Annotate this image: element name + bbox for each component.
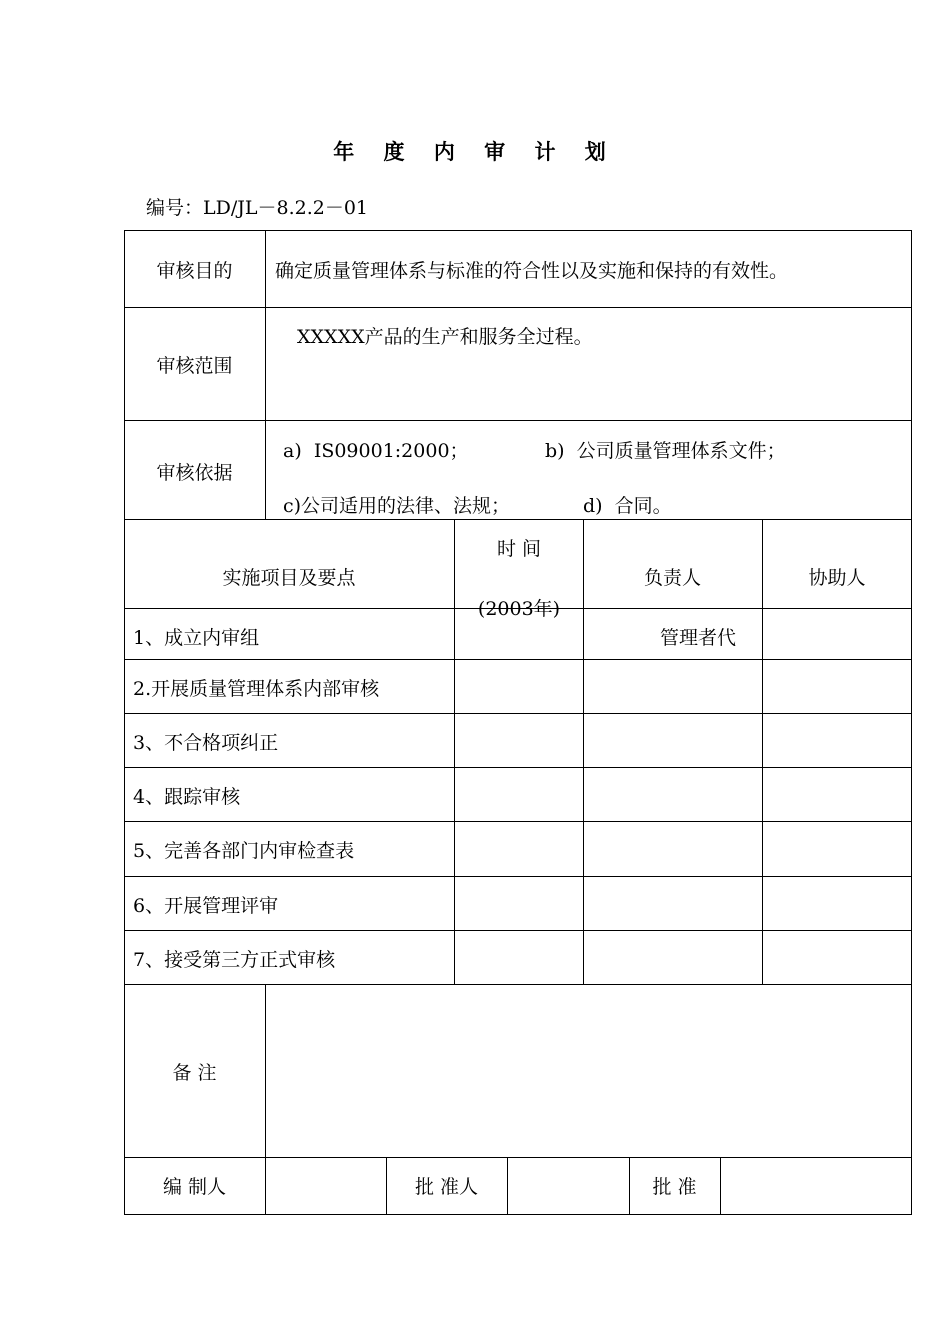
header-time-year: (2003年) bbox=[477, 598, 561, 620]
table-row-item: 6、开展管理评审 bbox=[133, 895, 279, 917]
basis-item-a: a) IS09001:2000； bbox=[283, 440, 469, 462]
table-row-item: 7、接受第三方正式审核 bbox=[133, 949, 336, 971]
page-title: 年 度 内 审 计 划 bbox=[333, 140, 617, 164]
scope-text: XXXXX产品的生产和服务全过程。 bbox=[297, 326, 593, 348]
document-number: 编号：LD/JL－8.2.2－01 bbox=[146, 197, 369, 219]
header-time-cell bbox=[455, 520, 583, 620]
remarks-label: 备 注 bbox=[172, 1062, 217, 1084]
table-row-item: 4、跟踪审核 bbox=[133, 786, 241, 808]
table-row-item: 2.开展质量管理体系内部审核 bbox=[133, 678, 380, 700]
header-owner: 负责人 bbox=[643, 567, 701, 589]
prepared-by-label: 编 制人 bbox=[162, 1176, 227, 1198]
basis-item-c: c)公司适用的法律、法规； bbox=[283, 495, 511, 517]
table-row-item: 5、完善各部门内审检查表 bbox=[133, 840, 355, 862]
table-row-owner: 管理者代 bbox=[660, 627, 737, 649]
table-row-item: 3、不合格项纠正 bbox=[133, 732, 279, 754]
approval-label: 批 准 bbox=[652, 1176, 697, 1198]
header-item: 实施项目及要点 bbox=[222, 567, 356, 589]
header-time: 时 间 bbox=[496, 538, 542, 560]
scope-label: 审核范围 bbox=[156, 355, 233, 377]
purpose-text: 确定质量管理体系与标准的符合性以及实施和保持的有效性。 bbox=[275, 260, 789, 282]
basis-label: 审核依据 bbox=[156, 462, 233, 484]
table-row-item: 1、成立内审组 bbox=[133, 627, 260, 649]
header-assistant: 协助人 bbox=[808, 567, 866, 589]
basis-item-b: b) 公司质量管理体系文件； bbox=[545, 440, 786, 462]
purpose-label: 审核目的 bbox=[156, 260, 233, 282]
basis-item-d: d) 合同。 bbox=[583, 495, 672, 517]
approved-by-label: 批 准人 bbox=[414, 1176, 479, 1198]
